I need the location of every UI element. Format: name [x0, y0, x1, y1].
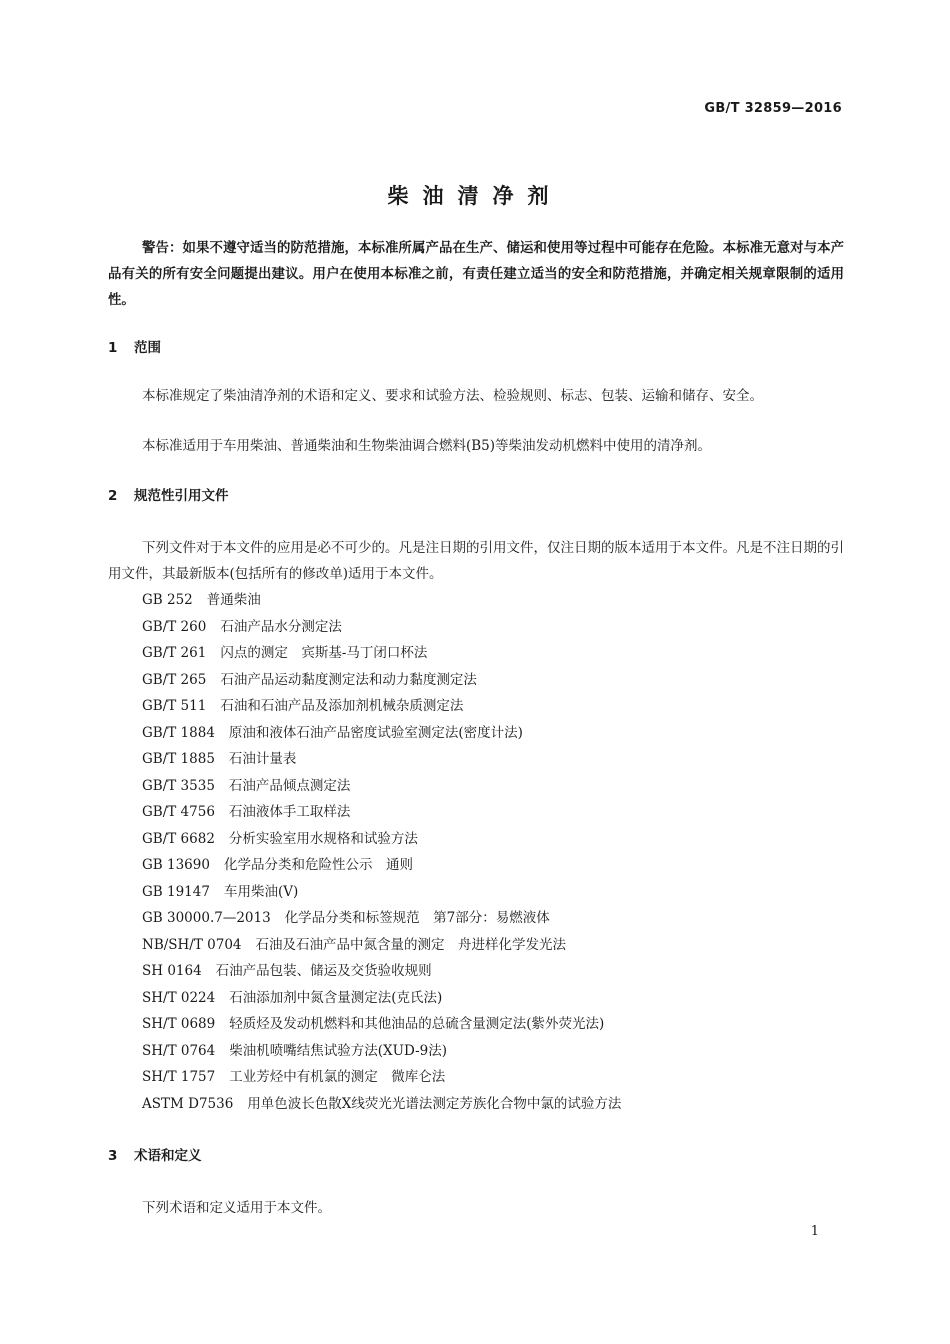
references-intro: 下列文件对于本文件的应用是必不可少的。凡是注日期的引用文件，仅注日期的版本适用于本文件。凡是不注日期的引用文件，其最新版本(包括所有的修改单)适用于本文件。 — [108, 540, 844, 582]
reference-item — [142, 958, 621, 985]
page-number: 1 — [810, 1224, 819, 1239]
reference-code: GB/T 1884 — [142, 724, 215, 741]
reference-item — [142, 1091, 621, 1118]
section-title: 术语和定义 — [134, 1148, 202, 1164]
reference-item — [142, 826, 621, 853]
reference-item — [142, 879, 621, 906]
document-title: 柴油清净剂 — [387, 184, 563, 208]
reference-title: 石油产品运动黏度测定法和动力黏度测定法 — [220, 671, 477, 688]
scope-paragraph-2: 本标准适用于车用柴油、普通柴油和生物柴油调合燃料(B5)等柴油发动机燃料中使用的清净剂。 — [142, 438, 712, 454]
reference-item — [142, 1064, 621, 1091]
reference-code: GB 252 — [142, 592, 193, 608]
reference-title: 石油液体手工取样法 — [228, 804, 351, 820]
reference-title: 柴油机喷嘴结焦试验方法(XUD-9法) — [229, 1042, 447, 1059]
reference-code: GB 30000.7—2013 — [142, 910, 271, 926]
reference-code: NB/SH/T 0704 — [142, 936, 242, 953]
reference-item — [142, 1011, 621, 1038]
reference-title: 闪点的测定 宾斯基-马丁闭口杯法 — [220, 645, 428, 661]
reference-title: 化学品分类和标签规范 第7部分：易燃液体 — [284, 910, 550, 926]
section-heading-normative-references — [108, 486, 229, 506]
reference-item — [142, 985, 621, 1012]
reference-title: 分析实验室用水规格和试验方法 — [228, 830, 418, 847]
section-title: 规范性引用文件 — [134, 488, 229, 504]
reference-code: GB 19147 — [142, 883, 210, 900]
reference-title: 石油产品倾点测定法 — [228, 777, 351, 794]
reference-item — [142, 746, 621, 773]
reference-title: 石油产品包装、储运及交货验收规则 — [215, 963, 432, 979]
reference-item — [142, 693, 621, 720]
reference-item — [142, 640, 621, 667]
section-number: 1 — [108, 340, 118, 356]
reference-item — [142, 720, 621, 747]
reference-item — [142, 932, 621, 959]
reference-title: 普通柴油 — [206, 592, 261, 608]
reference-code: GB 13690 — [142, 857, 210, 873]
reference-code: ASTM D7536 — [142, 1095, 234, 1112]
warning-text: 警告：如果不遵守适当的防范措施，本标准所属产品在生产、储运和使用等过程中可能存在危险。本标准无意对与本产品有关的所有安全问题提出建议。用户在使用本标准之前，有责任建立适当的安全和防范措施，并确定相关规章限制的适用性。 — [108, 241, 844, 308]
reference-title: 石油产品水分测定法 — [220, 618, 342, 635]
reference-code: SH/T 1757 — [142, 1069, 216, 1085]
scope-paragraph-1: 本标准规定了柴油清净剂的术语和定义、要求和试验方法、检验规则、标志、包装、运输和储存、安全。 — [142, 388, 763, 404]
reference-title: 化学品分类和危险性公示 通则 — [223, 857, 413, 873]
reference-title: 原油和液体石油产品密度试验室测定法(密度计法) — [228, 724, 523, 741]
reference-item — [142, 614, 621, 641]
reference-code: SH 0164 — [142, 963, 202, 979]
reference-title: 石油添加剂中氮含量测定法(克氏法) — [229, 989, 443, 1006]
reference-item — [142, 905, 621, 932]
reference-title: 车用柴油(Ⅴ) — [223, 883, 299, 900]
section-heading-scope — [108, 338, 161, 358]
section-title: 范围 — [134, 340, 161, 356]
reference-code: GB/T 511 — [142, 698, 207, 714]
reference-code: GB/T 1885 — [142, 751, 215, 767]
reference-title: 石油和石油产品及添加剂机械杂质测定法 — [220, 698, 464, 714]
reference-list — [142, 587, 621, 1117]
reference-title: 用单色波长色散X线荧光光谱法测定芳族化合物中氯的试验方法 — [247, 1095, 622, 1112]
reference-code: GB/T 4756 — [142, 804, 215, 820]
standard-code: GB/T 32859—2016 — [704, 101, 842, 116]
section-number: 3 — [108, 1148, 118, 1164]
reference-item — [142, 1038, 621, 1065]
reference-code: SH/T 0224 — [142, 989, 216, 1006]
terms-intro: 下列术语和定义适用于本文件。 — [142, 1200, 331, 1216]
section-number: 2 — [108, 488, 118, 504]
reference-item — [142, 587, 621, 614]
reference-item — [142, 852, 621, 879]
reference-item — [142, 799, 621, 826]
reference-code: SH/T 0764 — [142, 1042, 216, 1059]
reference-title: 工业芳烃中有机氯的测定 微库仑法 — [229, 1069, 446, 1085]
reference-code: SH/T 0689 — [142, 1016, 216, 1032]
reference-title: 石油计量表 — [228, 751, 297, 767]
reference-code: GB/T 6682 — [142, 830, 215, 847]
reference-item — [142, 667, 621, 694]
reference-code: GB/T 261 — [142, 645, 207, 661]
reference-item — [142, 773, 621, 800]
reference-code: GB/T 3535 — [142, 777, 215, 794]
reference-code: GB/T 265 — [142, 671, 207, 688]
reference-title: 轻质烃及发动机燃料和其他油品的总硫含量测定法(紫外荧光法) — [229, 1016, 605, 1032]
reference-code: GB/T 260 — [142, 618, 207, 635]
section-heading-terms — [108, 1146, 202, 1166]
reference-title: 石油及石油产品中氮含量的测定 舟进样化学发光法 — [255, 936, 567, 953]
